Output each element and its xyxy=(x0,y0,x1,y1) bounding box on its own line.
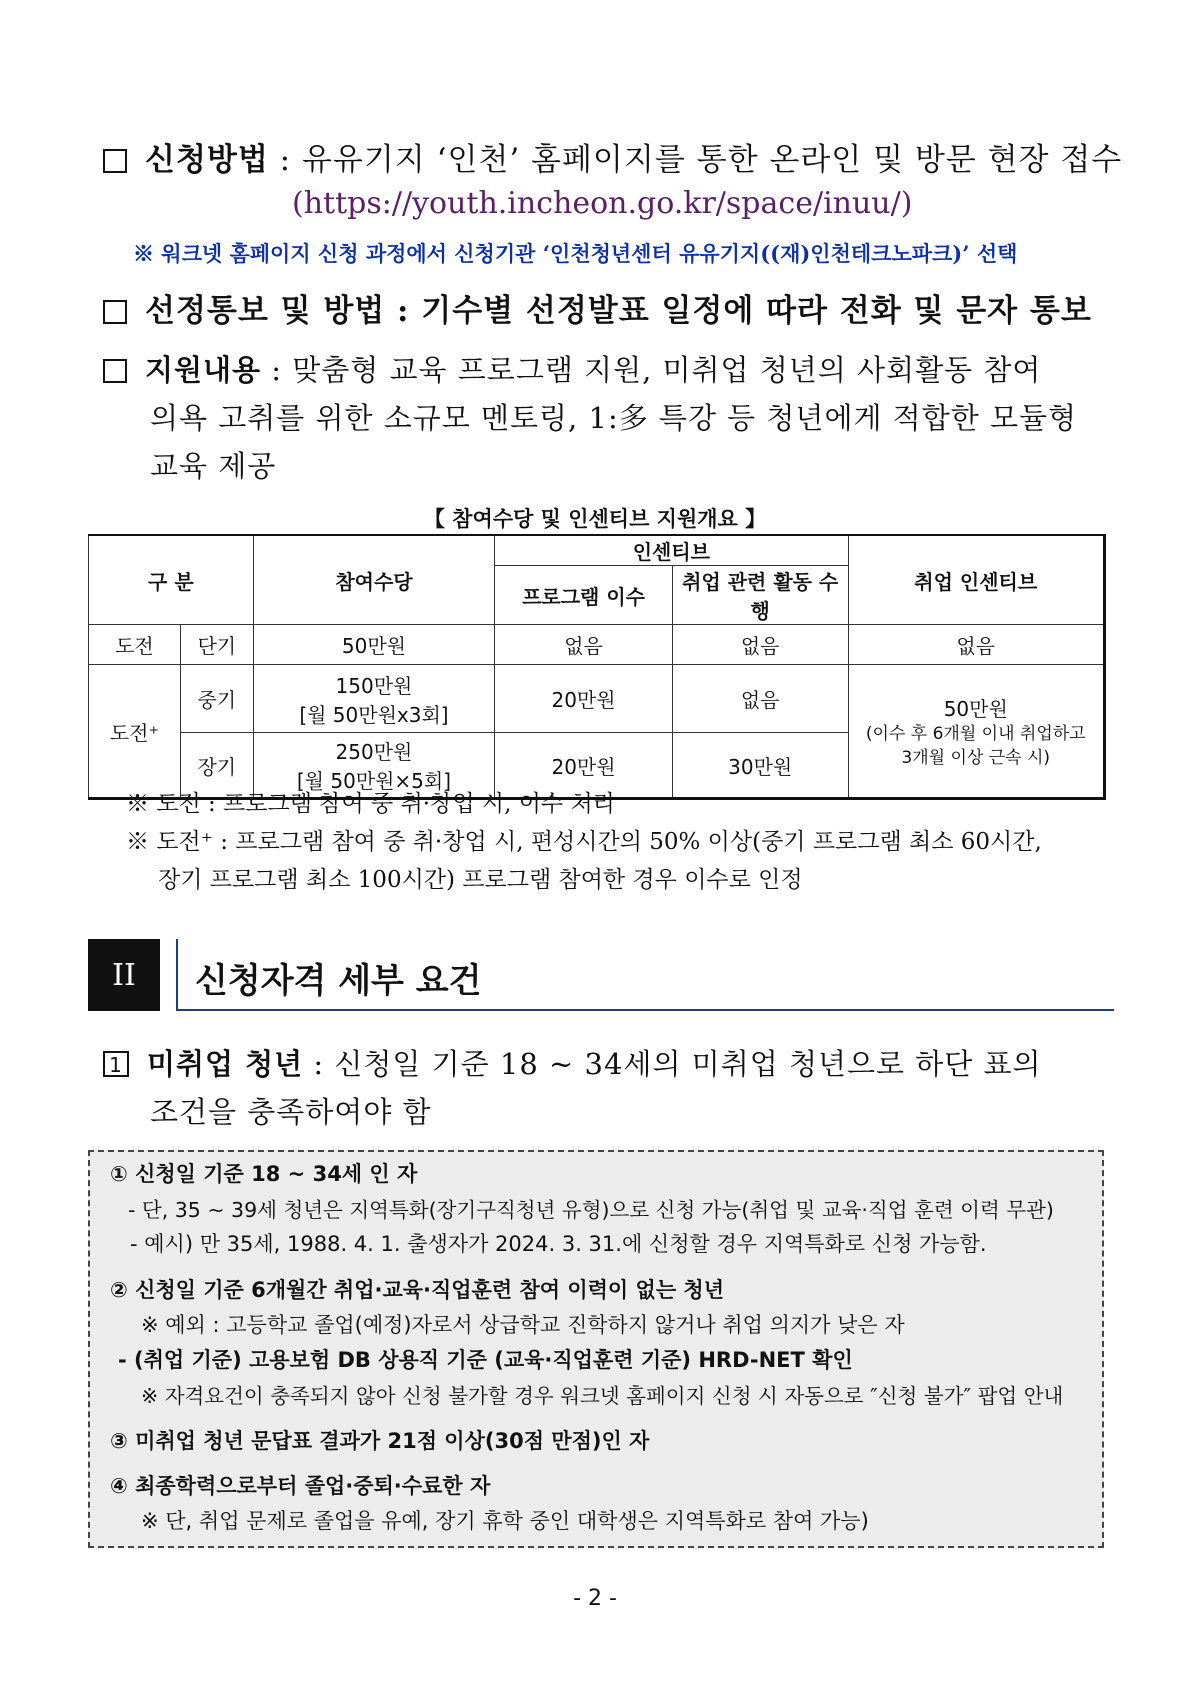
selection-line xyxy=(103,285,1092,330)
support-line2: 의욕 고취를 위한 소규모 멘토링, 1:多 특강 등 청년에게 적합한 모듈형 xyxy=(150,401,1077,435)
header-allowance: 참여수당 xyxy=(253,535,495,625)
section-underline xyxy=(176,1009,1114,1011)
cell-short-allowance: 50만원 xyxy=(253,625,495,665)
support-label: 지원내용 xyxy=(145,353,262,387)
item1-sep: : xyxy=(303,1047,335,1081)
section-number xyxy=(88,939,160,1011)
apply-note: ※ 워크넷 홈페이지 신청 과정에서 신청기관 ‘인천청년센터 유유기지((재)인천테크노파크)’ 선택 xyxy=(133,241,1018,266)
cell-short-term: 단기 xyxy=(180,625,253,665)
item1-block xyxy=(103,1040,1113,1136)
criteria-1: ① 신청일 기준 18 ~ 34세 인 자 xyxy=(110,1162,418,1186)
long-allowance-value: 250만원 xyxy=(335,740,413,764)
criteria-1b: - 예시) 만 35세, 1988. 4. 1. 출생자가 2024. 3. 31.에 신청할 경우 지역특화로 신청 가능함. xyxy=(130,1232,987,1256)
header-job-activity: 취업 관련 활동 수행 xyxy=(672,566,848,625)
cell-long-activity: 30만원 xyxy=(672,733,848,799)
cell-mid-allowance xyxy=(253,665,495,733)
table-note-2a: ※ 도전⁺ : 프로그램 참여 중 취·창업 시, 편성시간의 50% 이상(중기 프로그램 최소 60시간, xyxy=(126,829,1042,855)
incentive-table xyxy=(88,534,1106,800)
mid-allowance-detail: [월 50만원x3회] xyxy=(299,702,449,727)
cell-challenge-plus: 도전⁺ xyxy=(89,665,181,799)
selection-text: 기수별 선정발표 일정에 따라 전화 및 문자 통보 xyxy=(421,293,1092,329)
apply-method-label: 신청방법 xyxy=(145,142,269,178)
criteria-4a: ※ 단, 취업 문제로 졸업을 유예, 장기 휴학 중인 대학생은 지역특화로 참여 가능) xyxy=(141,1509,869,1533)
criteria-2b: - (취업 기준) 고용보험 DB 상용직 기준 (교육·직업훈련 기준) HRD-NET 확인 xyxy=(118,1348,853,1372)
cell-challenge: 도전 xyxy=(89,625,181,665)
cell-mid-activity: 없음 xyxy=(672,665,848,733)
support-line1: 맞춤형 교육 프로그램 지원, 미취업 청년의 사회활동 참여 xyxy=(292,353,1042,387)
section-number-text: II xyxy=(112,957,136,993)
page-number: - 2 - xyxy=(573,1586,617,1611)
apply-method-line xyxy=(103,134,1122,179)
table-row xyxy=(89,625,1105,665)
support-line3: 교육 제공 xyxy=(150,449,277,483)
criteria-1a: - 단, 35 ~ 39세 청년은 지역특화(장기구직청년 유형)으로 신청 가능(취업 및 교육·직업 훈련 이력 무관) xyxy=(128,1198,1054,1222)
checkbox-square-icon xyxy=(103,149,127,173)
header-job-incentive: 취업 인센티브 xyxy=(848,535,1105,625)
header-incentive: 인센티브 xyxy=(495,535,848,566)
header-category: 구 분 xyxy=(89,535,254,625)
long-allowance-detail: [월 50만원×5회] xyxy=(296,769,452,793)
criteria-2: ② 신청일 기준 6개월간 취업·교육·직업훈련 참여 이력이 없는 청년 xyxy=(110,1278,724,1302)
job-plus-note1: (이수 후 6개월 이내 취업하고 xyxy=(865,723,1086,744)
criteria-4: ④ 최종학력으로부터 졸업·중퇴·수료한 자 xyxy=(110,1474,491,1498)
table-row xyxy=(89,665,1105,733)
cell-job-plus xyxy=(848,665,1105,799)
cell-long-program: 20만원 xyxy=(495,733,673,799)
support-block xyxy=(103,346,1113,490)
section-title: 신청자격 세부 요건 xyxy=(195,961,482,1001)
apply-url[interactable]: (https://youth.incheon.go.kr/space/inuu/) xyxy=(292,186,913,221)
support-sep: : xyxy=(261,353,293,387)
criteria-2a: ※ 예외 : 고등학교 졸업(예정)자로서 상급학교 진학하지 않거나 취업 의지가 낮은 자 xyxy=(141,1313,905,1337)
selection-sep: : xyxy=(385,293,422,329)
cell-long-term: 장기 xyxy=(180,733,253,799)
job-plus-note2: 3개월 이상 근속 시) xyxy=(901,747,1051,768)
table-note-2b: 장기 프로그램 최소 100시간) 프로그램 참여한 경우 이수로 인정 xyxy=(158,867,803,893)
job-plus-value: 50만원 xyxy=(943,696,1008,721)
item1-number: 1 xyxy=(103,1051,129,1077)
table-caption: 【 참여수당 및 인센티브 지원개요 】 xyxy=(423,507,767,531)
cell-short-activity: 없음 xyxy=(672,625,848,665)
section-divider xyxy=(176,939,178,1011)
mid-allowance-value: 150만원 xyxy=(335,673,413,698)
apply-method-text: 유유기지 ‘인천’ 홈페이지를 통한 온라인 및 방문 현장 접수 xyxy=(301,142,1123,178)
item1-text2: 조건을 충족하여야 함 xyxy=(150,1095,432,1129)
selection-label: 선정통보 및 방법 xyxy=(145,293,386,329)
checkbox-square-icon xyxy=(103,359,127,383)
cell-mid-term: 중기 xyxy=(180,665,253,733)
cell-mid-program: 20만원 xyxy=(495,665,673,733)
apply-method-sep: : xyxy=(268,142,302,178)
criteria-3: ③ 미취업 청년 문답표 결과가 21점 이상(30점 만점)인 자 xyxy=(110,1429,650,1453)
cell-short-job: 없음 xyxy=(848,625,1105,665)
checkbox-square-icon xyxy=(103,300,127,324)
criteria-2c: ※ 자격요건이 충족되지 않아 신청 불가할 경우 워크넷 홈페이지 신청 시 자동으로 ″신청 불가″ 팝업 안내 xyxy=(141,1384,1064,1408)
header-program-done: 프로그램 이수 xyxy=(495,566,673,625)
item1-label: 미취업 청년 xyxy=(147,1047,304,1081)
table-note-1: ※ 도전 : 프로그램 참여 중 취·창업 시, 이수 처리 xyxy=(126,791,615,817)
item1-text: 신청일 기준 18 ~ 34세의 미취업 청년으로 하단 표의 xyxy=(334,1047,1042,1081)
cell-short-program: 없음 xyxy=(495,625,673,665)
